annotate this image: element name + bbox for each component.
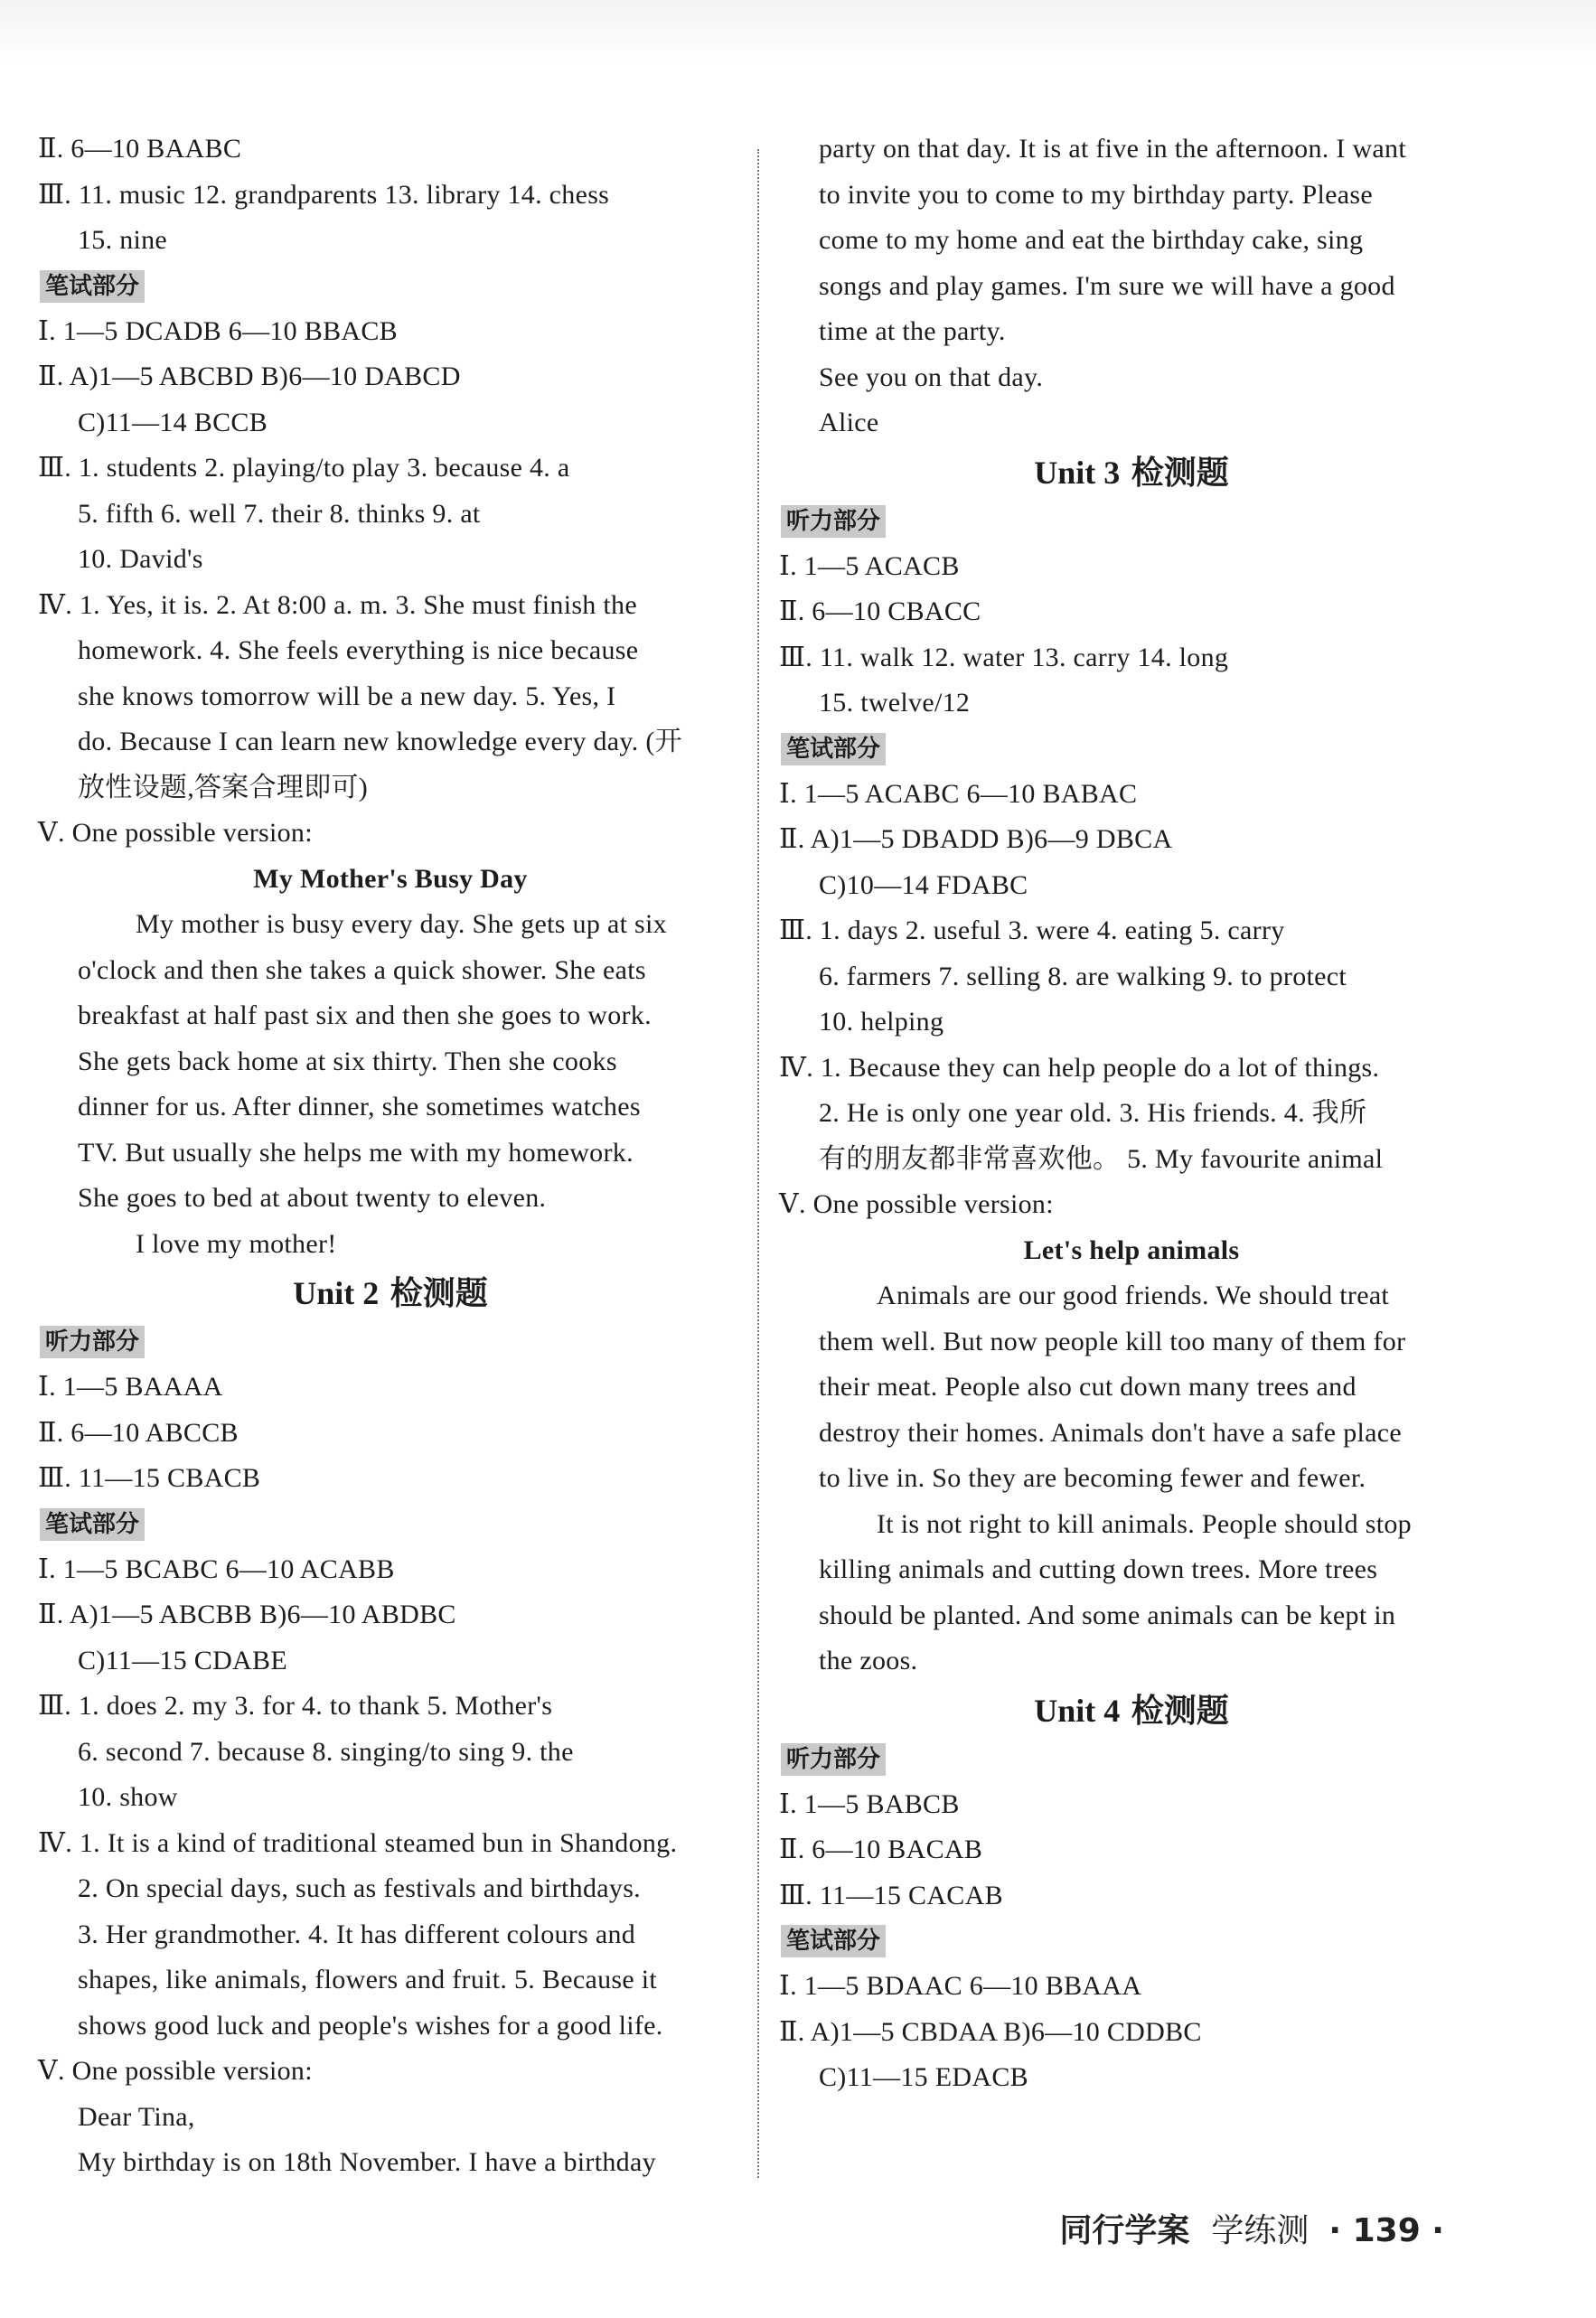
page-top-band bbox=[0, 0, 1596, 63]
essay-line: breakfast at half past six and then she goes to work. bbox=[78, 1000, 652, 1030]
answer-line: C)11—15 EDACB bbox=[819, 2062, 1028, 2092]
answer-line: Ⅱ. A)1—5 ABCBB B)6—10 ABDBC bbox=[38, 1600, 456, 1629]
answer-line: Ⅱ. 6—10 BACAB bbox=[779, 1835, 983, 1864]
answer-line: Ⅴ. One possible version: bbox=[779, 1189, 1054, 1219]
section-label-listening: 听力部分 bbox=[40, 1326, 145, 1358]
answer-line: she knows tomorrow will be a new day. 5. Yes, I bbox=[78, 680, 616, 711]
answer-line: Ⅱ. A)1—5 DBADD B)6—9 DBCA bbox=[779, 824, 1173, 854]
answer-line: Ⅰ. 1—5 BCABC 6—10 ACABB bbox=[38, 1553, 395, 1584]
answer-line: Ⅲ. 1. days 2. useful 3. were 4. eating 5. carry bbox=[779, 915, 1285, 945]
answer-line: Ⅰ. 1—5 DCADB 6—10 BBACB bbox=[38, 315, 398, 346]
essay-line: dinner for us. After dinner, she sometimes watches bbox=[78, 1092, 641, 1121]
answer-line: shows good luck and people's wishes for a good life. bbox=[78, 2010, 663, 2041]
answer-line: 放性设题,答案合理即可) bbox=[78, 772, 369, 802]
essay-line: o'clock and then she takes a quick shower. She eats bbox=[78, 954, 646, 985]
answer-line: Ⅱ. 6—10 ABCCB bbox=[38, 1417, 239, 1448]
letter-line: Dear Tina, bbox=[78, 2101, 195, 2132]
unit-heading-text: 检测题 bbox=[1131, 1692, 1229, 1730]
answer-line: Ⅰ. 1—5 ACACB bbox=[779, 550, 960, 581]
right-column bbox=[779, 127, 1484, 2101]
answer-line: 10. David's bbox=[78, 544, 203, 574]
essay-title: Let's help animals bbox=[1023, 1234, 1240, 1265]
answer-line: Ⅲ. 11—15 CACAB bbox=[779, 1880, 1003, 1910]
answer-line: 6. farmers 7. selling 8. are walking 9. to protect bbox=[819, 961, 1347, 991]
answer-line: Ⅰ. 1—5 BDAAC 6—10 BBAAA bbox=[779, 1971, 1142, 2001]
answer-line: C)10—14 FDABC bbox=[819, 869, 1028, 900]
answer-line: Ⅰ. 1—5 BAAAA bbox=[38, 1372, 223, 1402]
answer-line: Ⅲ. 1. students 2. playing/to play 3. because 4. a bbox=[38, 453, 570, 483]
answer-line: Ⅳ. 1. Because they can help people do a lot of things. bbox=[779, 1052, 1380, 1083]
section-label-written: 笔试部分 bbox=[40, 270, 145, 303]
answer-line: Ⅲ. 11. walk 12. water 13. carry 14. long bbox=[779, 642, 1229, 672]
column-divider bbox=[757, 149, 759, 2178]
answer-line: 15. nine bbox=[78, 225, 168, 255]
essay-line: TV. But usually she helps me with my homework. bbox=[78, 1137, 634, 1168]
answer-line: 有的朋友都非常喜欢他。 5. My favourite animal bbox=[819, 1143, 1384, 1174]
answer-line: Ⅰ. 1—5 BABCB bbox=[779, 1788, 960, 1819]
answer-line: Ⅲ. 1. does 2. my 3. for 4. to thank 5. Mother's bbox=[38, 1691, 553, 1721]
letter-signature: Alice bbox=[819, 408, 879, 437]
essay-line: I love my mother! bbox=[136, 1228, 337, 1259]
section-label-written: 笔试部分 bbox=[781, 733, 886, 765]
essay-line: She gets back home at six thirty. Then she cooks bbox=[78, 1046, 617, 1076]
answer-line: shapes, like animals, flowers and fruit. 5. Because it bbox=[78, 1965, 658, 1994]
answer-line: Ⅰ. 1—5 ACABC 6—10 BABAC bbox=[779, 778, 1138, 809]
answer-line: C)11—14 BCCB bbox=[78, 407, 268, 437]
answer-line: Ⅱ. 6—10 BAABC bbox=[38, 134, 242, 164]
essay-line: My mother is busy every day. She gets up at six bbox=[136, 909, 667, 939]
letter-line: See you on that day. bbox=[819, 361, 1044, 392]
answer-line: Ⅴ. One possible version: bbox=[38, 818, 313, 848]
answer-line: 3. Her grandmother. 4. It has different colours and bbox=[78, 1919, 636, 1949]
footer-brand: 同行学案 bbox=[1059, 2212, 1190, 2249]
unit-heading bbox=[38, 1267, 743, 1319]
essay-line: their meat. People also cut down many trees and bbox=[819, 1372, 1357, 1402]
unit-number: Unit 4 bbox=[1034, 1692, 1121, 1729]
answer-line: Ⅱ. 6—10 CBACC bbox=[779, 596, 981, 626]
answer-line: Ⅲ. 11—15 CBACB bbox=[38, 1463, 261, 1493]
unit-heading-text: 检测题 bbox=[1131, 454, 1229, 492]
answer-line: Ⅳ. 1. Yes, it is. 2. At 8:00 a. m. 3. She must finish the bbox=[38, 589, 637, 620]
unit-heading bbox=[779, 446, 1484, 499]
essay-line: the zoos. bbox=[819, 1646, 918, 1675]
answer-line: C)11—15 CDABE bbox=[78, 1645, 287, 1675]
unit-number: Unit 3 bbox=[1034, 454, 1121, 491]
answer-line: Ⅱ. A)1—5 CBDAA B)6—10 CDDBC bbox=[779, 2016, 1202, 2047]
essay-line: Animals are our good friends. We should treat bbox=[877, 1281, 1390, 1310]
letter-line: songs and play games. I'm sure we will have a good bbox=[819, 270, 1395, 301]
answer-line: Ⅱ. A)1—5 ABCBD B)6—10 DABCD bbox=[38, 361, 461, 391]
letter-line: time at the party. bbox=[819, 316, 1006, 346]
page-number: · 139 · bbox=[1328, 2212, 1444, 2249]
answer-line: do. Because I can learn new knowledge every day. (开 bbox=[78, 727, 682, 756]
section-label-listening: 听力部分 bbox=[781, 1743, 886, 1776]
letter-line: come to my home and eat the birthday cake, sing bbox=[819, 225, 1364, 255]
answer-line: 5. fifth 6. well 7. their 8. thinks 9. at bbox=[78, 498, 481, 529]
answer-line: homework. 4. She feels everything is nice because bbox=[78, 635, 639, 665]
answer-line: 10. show bbox=[78, 1782, 178, 1812]
essay-line: It is not right to kill animals. People should stop bbox=[877, 1508, 1412, 1539]
section-label-written: 笔试部分 bbox=[40, 1508, 145, 1541]
footer-series: 学练测 bbox=[1211, 2212, 1310, 2249]
answer-line: 2. He is only one year old. 3. His friends. 4. 我所 bbox=[819, 1098, 1367, 1128]
letter-line: to invite you to come to my birthday party. Please bbox=[819, 179, 1373, 210]
answer-line: 2. On special days, such as festivals and birthdays. bbox=[78, 1873, 641, 1903]
answer-line: Ⅲ. 11. music 12. grandparents 13. library 14. chess bbox=[38, 179, 610, 210]
essay-line: destroy their homes. Animals don't have a safe place bbox=[819, 1417, 1402, 1448]
essay-line: them well. But now people kill too many of them for bbox=[819, 1326, 1406, 1356]
unit-number: Unit 2 bbox=[293, 1275, 380, 1311]
left-column bbox=[38, 127, 743, 2186]
section-label-listening: 听力部分 bbox=[781, 505, 886, 538]
unit-heading bbox=[779, 1685, 1484, 1737]
page-footer bbox=[1059, 2205, 1444, 2251]
answer-line: Ⅳ. 1. It is a kind of traditional steamed bun in Shandong. bbox=[38, 1827, 678, 1858]
answer-line: 10. helping bbox=[819, 1007, 944, 1037]
letter-line: party on that day. It is at five in the afternoon. I want bbox=[819, 134, 1406, 164]
answer-line: 15. twelve/12 bbox=[819, 688, 971, 718]
letter-line: My birthday is on 18th November. I have a birthday bbox=[78, 2147, 656, 2177]
answer-line: Ⅴ. One possible version: bbox=[38, 2056, 313, 2086]
answer-line: 6. second 7. because 8. singing/to sing 9. the bbox=[78, 1736, 574, 1767]
essay-title: My Mother's Busy Day bbox=[253, 863, 528, 894]
essay-line: killing animals and cutting down trees. More trees bbox=[819, 1554, 1378, 1584]
essay-line: should be planted. And some animals can be kept in bbox=[819, 1600, 1396, 1630]
section-label-written: 笔试部分 bbox=[781, 1925, 886, 1957]
essay-line: She goes to bed at about twenty to eleven. bbox=[78, 1183, 547, 1213]
unit-heading-text: 检测题 bbox=[390, 1275, 488, 1312]
essay-line: to live in. So they are becoming fewer and fewer. bbox=[819, 1463, 1366, 1493]
